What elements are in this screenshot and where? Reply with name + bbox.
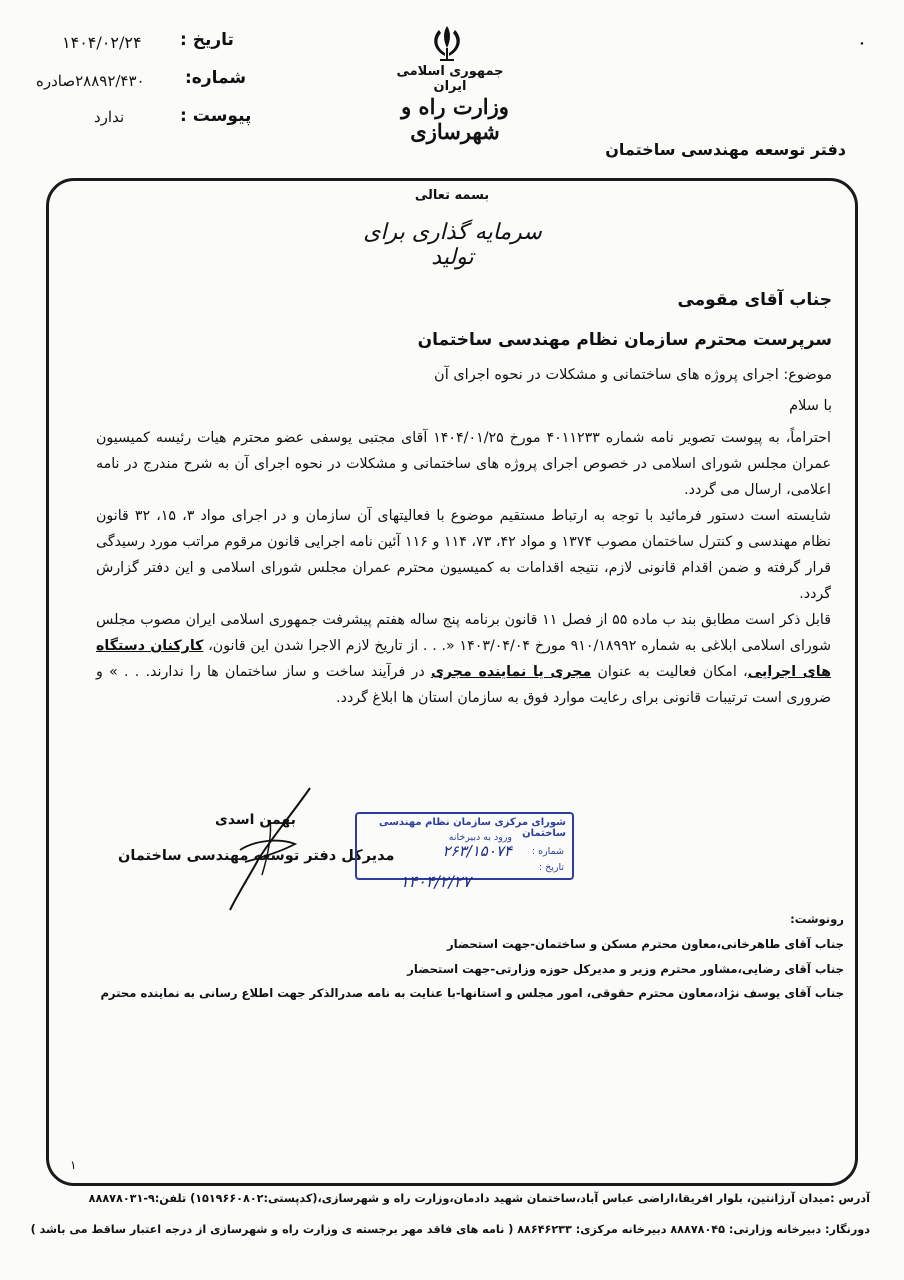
recipient-name: جناب آقای مقومی — [677, 290, 832, 310]
paragraph-1: احتراماً، به پیوست تصویر نامه شماره ۴۰۱۱۲۳۳ مورخ ۱۴۰۴/۰۱/۲۵ آقای مجتبی یوسفی عضو محترم هیات رئیسه کمیسیون عمران مجلس شورای اسلامی در خصوص اجرای پروژه های ساختمانی و مشکلات در نحوه اجرای آن به شرح مندرج در نامه اعلامی، ارسال می گردد. — [96, 430, 831, 498]
stamp-date-value: ۱۴۰۴/۲/۲۷ — [400, 872, 471, 891]
cc-line-3: جناب آقای یوسف نژاد،معاون محترم حقوقی، امور مجلس و استانها-با عنایت به نامه صدرالذکر جهت اطلاع رسانی به نماینده محترم — [100, 986, 844, 1000]
date-value: ۱۴۰۴/۰۲/۲۴ — [62, 33, 142, 52]
paragraph-3-part-b: ، امکان فعالیت به عنوان — [591, 664, 748, 680]
stamp-number-value: ۲۶۳/۱۵۰۷۴ — [442, 842, 512, 860]
ministry-name: وزارت راه و شهرسازی — [401, 94, 509, 144]
greeting: با سلام — [789, 398, 832, 414]
stamp-date-label: تاریخ : — [538, 862, 564, 873]
corner-number: ۰ — [858, 36, 866, 51]
subject: موضوع: اجرای پروژه های ساختمانی و مشکلات در نحوه اجرای آن — [434, 367, 832, 383]
office-name: دفتر توسعه مهندسی ساختمان — [605, 140, 846, 159]
signer-title: مدیرکل دفتر توسعه مهندسی ساختمان — [118, 848, 395, 864]
highlight-employees: کارکنان دستگاه های اجرایی — [96, 638, 831, 680]
number-value: ۲۸۸۹۲/۴۳۰صادره — [36, 72, 145, 90]
slogan: سرمایه گذاری برای تولید — [363, 220, 542, 270]
letter-body — [96, 425, 831, 711]
secretariat-stamp — [355, 812, 574, 880]
page-number: ۱ — [70, 1158, 77, 1172]
cc-title: رونوشت: — [790, 912, 844, 926]
footer-address: آدرس :میدان آرژانتین، بلوار افریقا،اراضی عباس آباد،ساختمان شهید دادمان،وزارت راه و شهرسازی،(کدپستی:۱۵۱۹۶۶۰۸۰۲) تلفن:۹-۸۸۸۷۸۰۳۱ — [88, 1192, 870, 1205]
recipient-title: سرپرست محترم سازمان نظام مهندسی ساختمان — [417, 330, 832, 350]
paragraph-3-part-a: قابل ذکر است مطابق بند ب ماده ۵۵ از فصل ۱۱ قانون برنامه پنج ساله هفتم پیشرفت جمهوری اسلامی ایران مصوب مجلس شورای اسلامی ابلاغی به شماره ۹۱۰/۱۸۹۹۲ مورخ ۱۴۰۳/۰۴/۰۴ «. . . از تاریخ لازم الاجرا شدن این قانون، — [96, 612, 832, 654]
attachment-value: ندارد — [94, 108, 125, 126]
footer-fax: دورنگار: دبیرخانه وزارتی: ۸۸۸۷۸۰۴۵ دبیرخانه مرکزی: ۸۸۶۴۶۲۳۳ ( نامه های فاقد مهر برجسته ی وزارت راه و شهرسازی از درجه اعتبار ساقط می باشد ) — [30, 1223, 870, 1236]
country-name: جمهوری اسلامی ایران — [396, 64, 504, 94]
date-label: تاریخ : — [180, 30, 234, 50]
paragraph-2: شایسته است دستور فرمائید با توجه به ارتباط مستقیم موضوع با فعالیتهای آن سازمان و در اجرای مواد ۳، ۱۵، ۳۲ قانون نظام مهندسی و کنترل ساختمان مصوب ۱۳۷۴ و مواد ۴۲، ۷۳، ۱۱۴ و ۱۱۶ آئین نامه اجرایی قانون مرقوم مراتب مورد رسیدگی قرار گرفته و ضمن اقدام قانونی لازم، نتیجه اقدامات به کمیسیون محترم عمران مجلس شورای اسلامی و این دفتر گزارش گردد. — [96, 508, 832, 602]
attachment-label: پیوست : — [180, 106, 252, 126]
number-label: شماره: — [185, 68, 247, 88]
iran-emblem — [425, 22, 469, 64]
cc-line-2: جناب آقای رضایی،مشاور محترم وزیر و مدیرکل حوزه وزارتی-جهت استحضار — [407, 962, 844, 976]
cc-line-1: جناب آقای طاهرخانی،معاون محترم مسکن و ساختمان-جهت استحضار — [447, 937, 844, 951]
stamp-line2: ورود به دبیرخانه — [448, 832, 512, 843]
stamp-number-label: شماره : — [531, 846, 564, 857]
stamp-line1: شورای مرکزی سازمان نظام مهندسی ساختمان — [378, 817, 566, 839]
highlight-contractor: مجری یا نماینده مجری — [430, 664, 592, 680]
paragraph-3-part-c: در فرآیند ساخت و ساز ساختمان ها را ندارند. . . » و ضروری است ترتیبات قانونی برای رعایت موارد فوق به سازمان استان ها ابلاغ گردد. — [96, 664, 831, 706]
paragraph-3 — [96, 607, 831, 711]
signer-name: بهمن اسدی — [215, 812, 296, 828]
invocation: بسمه تعالی — [414, 188, 490, 203]
